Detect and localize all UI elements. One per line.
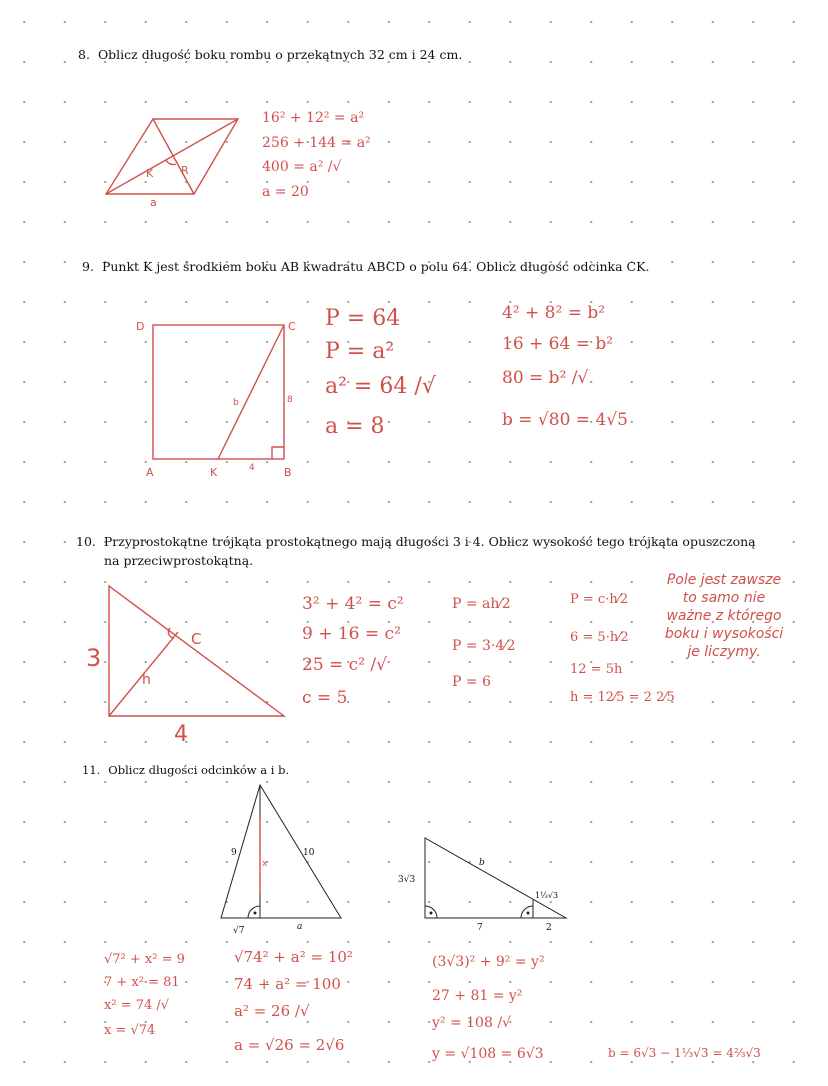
triangle-label-h: h [142,672,151,688]
p9-right-line-3: 80 = b² /√ [502,368,589,388]
p10-note-line-3: ważne z którego [666,608,782,624]
square-label-a: A [146,466,154,479]
label-x: x [262,859,268,869]
p8-line-1: 16² + 12² = a² [262,110,365,126]
label-seven: 7 [477,923,483,933]
problem-10-text: Przyprostokątne trójkąta prostokątnego mają długości 3 i 4. Oblicz wysokość tego trójkąta opuszczoną [103,534,756,549]
square-label-four: 4 [249,463,255,473]
square-right-angle-mark [272,447,284,459]
triangle-11a-angle-dot [254,912,256,914]
rhombus-figure [106,119,238,194]
label-a: a [297,922,303,932]
p9-right-line-4: b = √80 = 4√5 [502,410,628,430]
p11-col2-line-2: 74 + a² = 100 [234,975,341,993]
p8-line-3: 400 = a² /√ [262,159,342,175]
square-label-b-segment: b [233,398,239,408]
triangle-11b-dot-right [527,912,529,914]
square-label-k: K [210,466,218,479]
rhombus-diagonal-short [153,119,194,194]
p10-col1-line-1: 3² + 4² = c² [302,594,404,614]
p10-col1-line-3: 25 = c² /√ [302,655,387,675]
p10-col1-line-4: c = 5 [302,688,348,708]
problem-8-text: Oblicz długość boku rombu o przekątnych 32 cm i 24 cm. [97,47,463,62]
p10-note-line-4: boku i wysokości [664,626,784,642]
p11-col3-line-2: 27 + 81 = y² [432,988,523,1004]
triangle-label-c: C [191,630,202,648]
rhombus-right-angle-mark [166,160,176,165]
p8-line-2: 256 + 144 = a² [262,135,371,151]
problem-9-text: Punkt K jest środkiem boku AB kwadratu ABCD o polu 64. Oblicz długość odcinka CK. [101,259,650,274]
p9-left-line-2: P = a² [325,339,395,364]
p10-col2-line-3: P = 6 [452,674,491,690]
label-b: b [479,858,485,868]
p11-col1-line-3: x² = 74 /√ [104,998,170,1013]
triangle-11a-outline [221,785,341,918]
p11-col2-line-1: √74² + a² = 10² [234,948,353,966]
p11-col3-line-3: y² = 108 /√ [432,1015,511,1031]
p11-col1-line-4: x = √74 [104,1023,156,1038]
problem-11-number: 11. [82,763,101,777]
p10-col2-line-2: P = 3·4⁄2 [452,638,516,654]
p10-col3-line-2: 6 = 5·h⁄2 [570,630,629,645]
rhombus-diagonal-long [106,119,238,194]
label-3sqrt3: 3√3 [398,875,416,885]
isosceles-like-triangle [221,785,341,918]
label-sqrt7: √7 [233,926,245,936]
segment-ck [218,325,284,459]
p10-col3-line-4: h = 12⁄5 = 2 2⁄5 [570,690,675,705]
p9-left-line-3: a² = 64 /√ [325,374,436,399]
p8-line-4: a = 20 [262,184,309,200]
triangle-outline [109,586,284,716]
p11-col3-line-4: y = √108 = 6√3 [432,1046,544,1062]
p9-left-line-1: P = 64 [325,306,401,331]
problem-10-text-line2: na przeciwprostokątną. [104,552,254,568]
triangle-11b-dot-left [430,912,432,914]
p11-col3-line-1: (3√3)² + 9² = y² [432,954,545,970]
p11-col2-line-4: a = √26 = 2√6 [234,1036,345,1054]
p11-col4-line-1: b = 6√3 − 1⅓√3 = 4⅔√3 [608,1046,761,1060]
square-figure [153,325,284,459]
right-triangle-figure [109,586,284,716]
p11-col2-line-3: a² = 26 /√ [234,1002,310,1020]
p11-col1-line-2: 7 + x² = 81 [104,975,180,990]
problem-8-number: 8. [78,47,90,62]
rhombus-label-k: K [146,167,154,180]
problem-10-number: 10. [76,534,96,549]
p10-col3-line-3: 12 = 5h [570,662,623,677]
p10-col3-line-1: P = c·h⁄2 [570,592,629,607]
square-label-eight: 8 [287,395,293,405]
triangle-label-three: 3 [86,644,102,672]
label-ten: 10 [303,848,315,858]
label-fraction: 1⅓√3 [535,891,559,900]
label-two: 2 [546,923,552,933]
p10-note-line-5: je liczymy. [687,644,761,660]
square-label-d: D [136,320,145,333]
p9-right-line-1: 4² + 8² = b² [502,303,606,323]
right-triangle-11b [425,838,566,918]
p10-note-line-1: Pole jest zawsze [666,572,782,588]
rhombus-label-r: R [181,164,189,177]
label-nine: 9 [231,848,237,858]
p10-col1-line-2: 9 + 16 = c² [302,624,401,644]
p11-col1-line-1: √7² + x² = 9 [104,952,185,967]
p10-note [648,571,800,661]
p10-note-line-2: to samo nie [682,590,766,606]
problem-11-text: Oblicz długości odcinków a i b. [108,763,290,777]
square-outline [153,325,284,459]
square-label-c: C [288,320,296,333]
triangle-11b-outline [425,838,566,918]
square-label-b: B [284,466,292,479]
rhombus-label-a: a [150,196,157,209]
triangle-label-four: 4 [174,722,188,747]
p10-col2-line-1: P = ah⁄2 [452,596,511,612]
problem-9-number: 9. [82,259,94,274]
p9-left-line-4: a = 8 [325,414,385,439]
p9-right-line-2: 16 + 64 = b² [502,334,614,354]
